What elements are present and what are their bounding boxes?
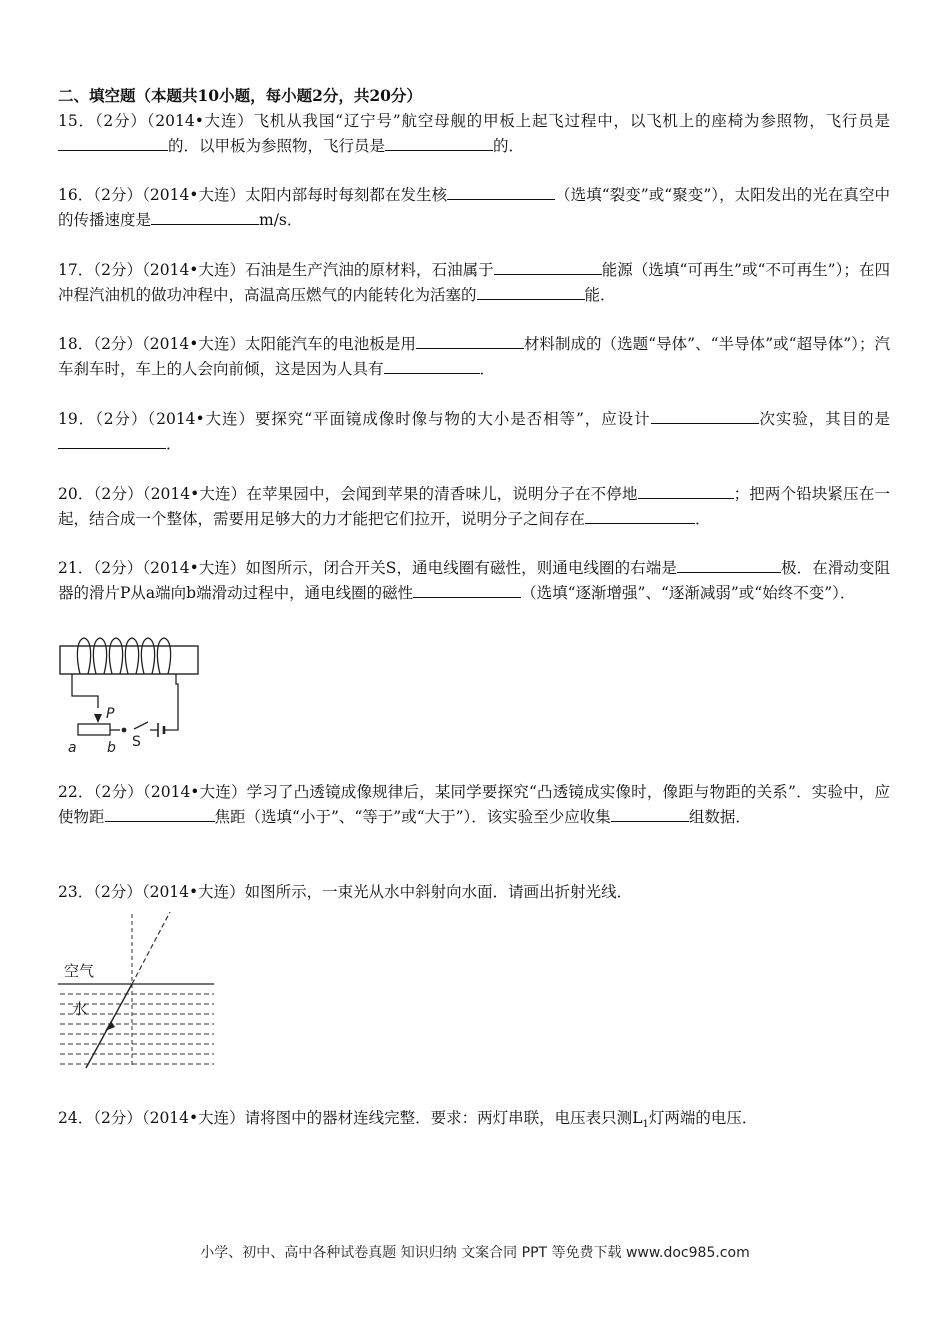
refracted-ray-guide [132, 912, 170, 984]
switch-contact [122, 728, 127, 733]
answer-blank[interactable] [494, 259, 602, 275]
label-p: P [106, 706, 115, 722]
footer-text: 小学、初中、高中各种试卷真题 知识归纳 文案合同 PPT 等免费下载 www.doc985.com [200, 1245, 750, 1261]
question-18: 18．（2分）（2014•大连）太阳能汽车的电池板是用 材料制成的（选题“导体”、“半导体”或“超导体”）；汽车刹车时，车上的人会向前倾，这是因为人具有 ． [58, 335, 890, 378]
answer-blank[interactable] [413, 582, 521, 598]
circuit-wires [72, 674, 178, 730]
question-22: 22．（2分）（2014•大连）学习了凸透镜成像规律后，某同学要探究“凸透镜成实像时，像距与物距的关系”．实验中，应使物距 焦距（选填“小于”、“等于”或“大于”）．该实验至少应收集 组数据． [58, 783, 890, 826]
iron-core [60, 646, 198, 674]
question-20: 20．（2分）（2014•大连）在苹果园中，会闻到苹果的清香味儿，说明分子在不停地 ；把两个铅块紧压在一起，结合成一个整体，需要用足够大的力才能把它们拉开，说明分子之间存在 ． [58, 485, 890, 528]
answer-blank[interactable] [384, 358, 480, 374]
refraction-diagram [58, 908, 218, 1072]
section-title: 二、填空题（本题共10小题，每小题2分，共20分） [58, 86, 422, 105]
answer-blank[interactable] [58, 135, 168, 151]
answer-blank[interactable] [611, 806, 689, 822]
question-19: 19．（2分）（2014•大连）要探究“平面镜成像时像与物的大小是否相等”，应设计 次实验，其目的是． [58, 410, 890, 453]
label-air: 空气 [64, 962, 95, 980]
question-15: 15．（2分）（2014•大连）飞机从我国“辽宁号”航空母舰的甲板上起飞过程中，以飞机上的座椅为参照物，飞行员是的．以甲板为参照物，飞行员是 的． [58, 112, 890, 155]
answer-blank[interactable] [416, 333, 524, 349]
question-23: 23．（2分）（2014•大连）如图所示，一束光从水中斜射向水面．请画出折射光线． [58, 883, 633, 901]
label-a: a [68, 740, 77, 756]
rheostat [78, 724, 110, 735]
answer-blank[interactable] [677, 557, 781, 573]
answer-blank[interactable] [638, 483, 734, 499]
question-17: 17．（2分）（2014•大连）石油是生产汽油的原材料，石油属于 能源（选填“可再生”或“不可再生”）；在四冲程汽油机的做功冲程中，高温高压燃气的内能转化为活塞的 能． [58, 261, 890, 304]
answer-blank[interactable] [651, 408, 759, 424]
answer-blank[interactable] [151, 209, 259, 225]
label-b: b [107, 740, 116, 756]
label-water: 水 [72, 1000, 88, 1018]
coil-circuit-diagram [58, 634, 208, 758]
answer-blank[interactable] [585, 508, 695, 524]
answer-blank[interactable] [58, 433, 166, 449]
answer-blank[interactable] [105, 806, 215, 822]
question-16: 16．（2分）（2014•大连）太阳内部每时每刻都在发生核 （选填“裂变”或“聚变”），太阳发出的光在真空中的传播速度是 m/s． [58, 186, 890, 229]
answer-blank[interactable] [477, 284, 585, 300]
question-24: 24．（2分）（2014•大连）请将图中的器材连线完整．要求：两灯串联，电压表只测$L_1$灯两端的电压． [58, 1109, 758, 1131]
answer-blank[interactable] [447, 184, 555, 200]
coil-windings [77, 638, 170, 674]
label-s: S [132, 734, 141, 750]
question-21: 21．（2分）（2014•大连）如图所示，闭合开关S，通电线圈有磁性，则通电线圈的右端是 极．在滑动变阻器的滑片P从a端向b端滑动过程中，通电线圈的磁性 （选填“逐渐增强”、“逐渐减弱”或“始终不变”）． [58, 559, 890, 602]
slider-arrow-icon [94, 714, 102, 723]
answer-blank[interactable] [385, 135, 493, 151]
ray-arrow-icon [105, 1021, 115, 1031]
